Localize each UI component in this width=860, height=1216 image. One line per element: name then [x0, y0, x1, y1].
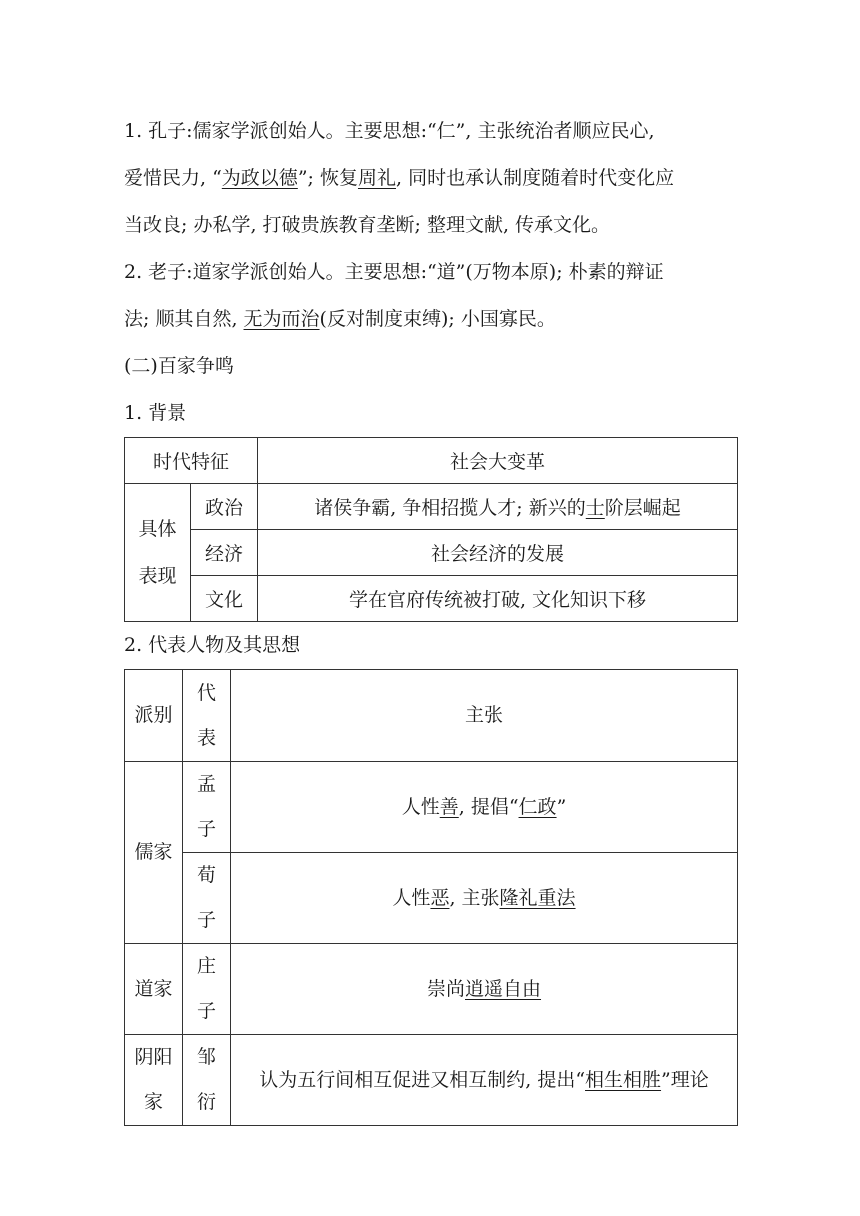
text-span: 邹 — [196, 1046, 216, 1068]
table-row — [125, 576, 738, 622]
table-cell — [125, 1035, 183, 1126]
content-area — [124, 108, 738, 1126]
laozi-line-1: 2. 老子:道家学派创始人。主要思想:“道”(万物本原); 朴素的辩证 — [124, 261, 664, 283]
table-cell: 经济 — [191, 530, 258, 576]
text-span: 诸侯争霸, 争相招揽人才; 新兴的 — [314, 497, 586, 519]
representatives-table — [124, 669, 738, 1126]
background-heading: 1. 背景 — [124, 402, 187, 424]
text-span: 子 — [196, 1000, 216, 1022]
table-row — [125, 762, 738, 853]
underlined-term: 无为而治 — [243, 308, 320, 330]
text-span: , 同时也承认制度随着时代变化应 — [395, 167, 675, 189]
section-heading: (二)百家争鸣 — [124, 355, 234, 377]
table-cell — [183, 944, 231, 1035]
representatives-heading: 2. 代表人物及其思想 — [124, 634, 301, 656]
underlined-term: 仁政 — [518, 795, 557, 818]
underlined-term: 恶 — [430, 886, 450, 909]
table-cell — [258, 484, 738, 530]
underlined-term: 士 — [585, 497, 605, 519]
underlined-term: 善 — [439, 795, 459, 818]
text-span: 代 — [196, 681, 216, 704]
underlined-term: 为政以德 — [221, 167, 298, 189]
header-cell: 主张 — [231, 670, 738, 762]
underlined-term: 逍遥自由 — [465, 977, 542, 1000]
text-span: ”理论 — [661, 1068, 709, 1091]
table-row — [125, 438, 738, 484]
table-row — [125, 530, 738, 576]
table-cell: 时代特征 — [125, 438, 258, 484]
confucius-line-3: 当改良; 办私学, 打破贵族教育垄断; 整理文献, 传承文化。 — [124, 214, 611, 236]
text-span: 法; 顺其自然, — [124, 308, 244, 330]
text-span: 表 — [196, 726, 216, 749]
text-span: ” — [556, 795, 567, 818]
text-span: 阴阳 — [134, 1046, 173, 1068]
text-span: 人性 — [392, 886, 431, 909]
table-cell — [231, 762, 738, 853]
group-label-cell — [125, 484, 191, 622]
table-cell: 学在官府传统被打破, 文化知识下移 — [258, 576, 738, 622]
text-span: 认为五行间相互促进又相互制约, 提出“ — [259, 1068, 586, 1091]
text-span: 崇尚 — [426, 977, 465, 1000]
text-span: 子 — [196, 909, 216, 931]
table-cell — [231, 1035, 738, 1126]
underlined-term: 相生相胜 — [585, 1068, 662, 1091]
underlined-term: 周礼 — [357, 167, 396, 189]
table-cell: 社会经济的发展 — [258, 530, 738, 576]
text-span: (反对制度束缚); 小国寡民。 — [319, 308, 556, 330]
table-cell — [183, 1035, 231, 1126]
confucius-line-2 — [124, 155, 738, 202]
table-cell: 文化 — [191, 576, 258, 622]
table-row — [125, 484, 738, 530]
text-span: 爱惜民力, “ — [124, 167, 222, 189]
text-span: 孟 — [196, 773, 216, 795]
table-cell: 道家 — [125, 944, 183, 1035]
confucius-paragraph — [124, 108, 738, 249]
text-span: 家 — [143, 1091, 163, 1113]
table-cell — [231, 853, 738, 944]
header-cell — [183, 670, 231, 762]
text-span: 具体 — [138, 517, 177, 540]
text-span: 子 — [196, 818, 216, 840]
table-row — [125, 1035, 738, 1126]
table-cell: 社会大变革 — [258, 438, 738, 484]
text-span: 衍 — [196, 1091, 216, 1113]
text-span: ”; 恢复 — [297, 167, 358, 189]
text-span: 表现 — [138, 564, 177, 587]
text-span: 庄 — [196, 955, 216, 977]
text-span: 阶层崛起 — [604, 497, 681, 519]
text-span: , 提倡“ — [458, 795, 519, 818]
text-span: , 主张 — [449, 886, 500, 909]
header-cell: 派别 — [125, 670, 183, 762]
table-row — [125, 853, 738, 944]
table-cell — [183, 762, 231, 853]
table-row — [125, 944, 738, 1035]
laozi-line-2 — [124, 296, 738, 343]
table-cell: 儒家 — [125, 762, 183, 944]
table-cell — [231, 944, 738, 1035]
table-cell: 政治 — [191, 484, 258, 530]
text-span: 人性 — [401, 795, 440, 818]
underlined-term: 隆礼重法 — [499, 886, 576, 909]
table-header-row — [125, 670, 738, 762]
table-cell — [183, 853, 231, 944]
background-table — [124, 437, 738, 622]
text-span: 荀 — [196, 864, 216, 886]
confucius-line-1: 1. 孔子:儒家学派创始人。主要思想:“仁”, 主张统治者顺应民心, — [124, 120, 655, 142]
laozi-paragraph — [124, 249, 738, 343]
